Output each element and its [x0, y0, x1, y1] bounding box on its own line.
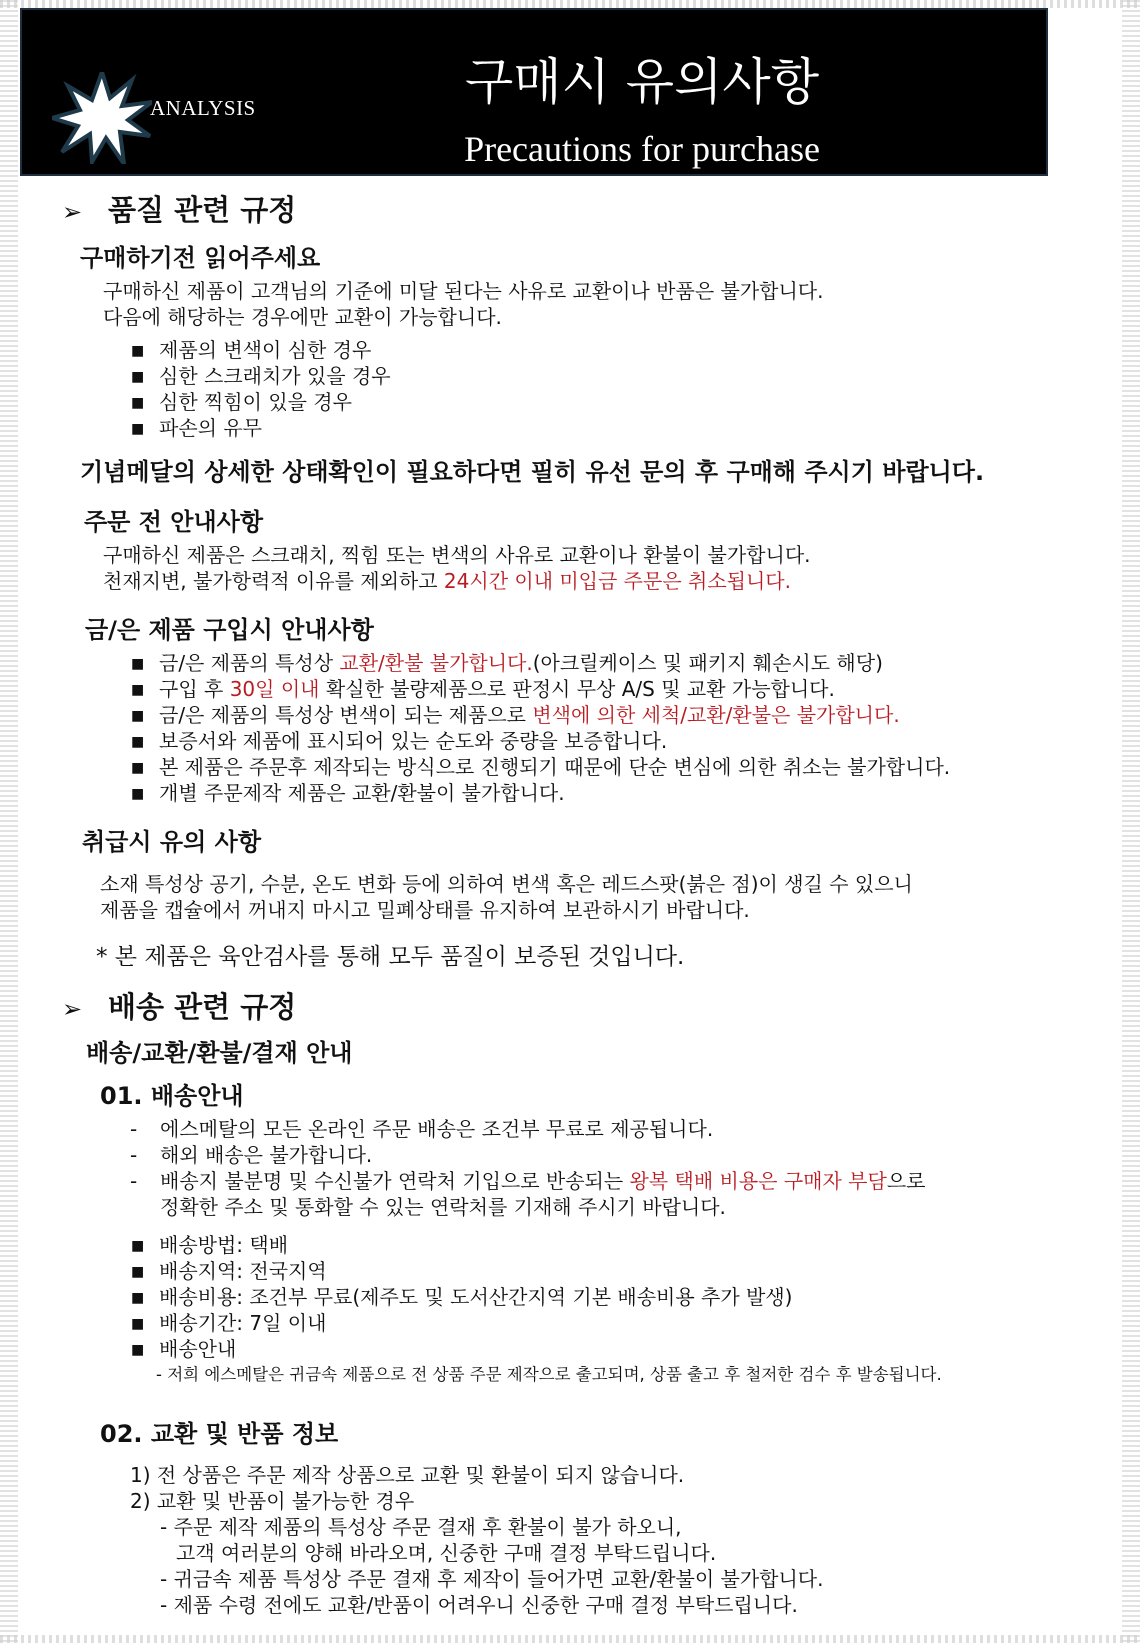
shipping-section-heading: ➢ 배송 관련 규정 [62, 990, 297, 1024]
square-bullet-icon: ■ [131, 343, 145, 359]
page-title: 구매시 유의사항 [465, 53, 819, 111]
list-item: - 배송지 불분명 및 수신불가 연락처 기입으로 반송되는 왕복 택배 비용은 구매자 부담으로 [130, 1169, 926, 1193]
sub-list-item: - 귀금속 제품 특성상 주문 결재 후 제작이 들어가면 교환/환불이 불가합니다. [160, 1567, 824, 1591]
read-before-line: 다음에 해당하는 경우에만 교환이 가능합니다. [103, 305, 502, 329]
decorative-border-bottom [0, 1635, 1140, 1643]
before-order-heading: 주문 전 안내사항 [84, 508, 263, 536]
square-bullet-icon: ■ [131, 682, 145, 698]
square-bullet-icon: ■ [131, 1264, 145, 1280]
square-bullet-icon: ■ [131, 708, 145, 724]
list-item: ■ 개별 주문제작 제품은 교환/환불이 불가합니다. [131, 781, 565, 805]
list-item: ■ 금/은 제품의 특성상 변색이 되는 제품으로 변색에 의한 세척/교환/환불은 불가합니다. [131, 703, 900, 727]
read-before-line: 구매하신 제품이 고객님의 기준에 미달 된다는 사유로 교환이나 반품은 불가합니다. [103, 279, 824, 303]
shipping-subheading: 배송/교환/환불/결재 안내 [86, 1039, 353, 1067]
list-item: ■ 보증서와 제품에 표시되어 있는 순도와 중량을 보증합니다. [131, 729, 668, 753]
gold-silver-heading: 금/은 제품 구입시 안내사항 [85, 616, 374, 644]
list-item: ■ 배송방법: 택배 [131, 1233, 289, 1257]
handling-heading: 취급시 유의 사항 [82, 828, 261, 856]
arrow-bullet-icon: ➢ [62, 995, 83, 1023]
decorative-border-top [0, 0, 1140, 8]
square-bullet-icon: ■ [131, 760, 145, 776]
exchange-return-heading: 02. 교환 및 반품 정보 [100, 1420, 339, 1448]
square-bullet-icon: ■ [131, 421, 145, 437]
starburst-icon [52, 72, 152, 164]
square-bullet-icon: ■ [131, 1342, 145, 1358]
square-bullet-icon: ■ [131, 1290, 145, 1306]
square-bullet-icon: ■ [131, 786, 145, 802]
square-bullet-icon: ■ [131, 656, 145, 672]
decorative-border-left [0, 0, 18, 1643]
list-item: - 해외 배송은 불가합니다. [130, 1143, 373, 1167]
list-item-continuation: 정확한 주소 및 통화할 수 있는 연락처를 기재해 주시기 바랍니다. [160, 1195, 726, 1219]
list-item: ■ 배송기간: 7일 이내 [131, 1311, 327, 1335]
list-item: ■ 배송지역: 전국지역 [131, 1259, 327, 1283]
quality-section-heading: ➢ 품질 관련 규정 [62, 193, 297, 227]
list-item: - 에스메탈의 모든 온라인 주문 배송은 조건부 무료로 제공됩니다. [130, 1117, 714, 1141]
square-bullet-icon: ■ [131, 395, 145, 411]
square-bullet-icon: ■ [131, 369, 145, 385]
list-item: ■ 배송안내 [131, 1337, 237, 1361]
header-banner [20, 8, 1048, 176]
list-item: ■ 금/은 제품의 특성상 교환/환불 불가합니다.(아크릴케이스 및 패키지 훼손시도 해당) [131, 651, 883, 675]
square-bullet-icon: ■ [131, 734, 145, 750]
sub-list-item: - 제품 수령 전에도 교환/반품이 어려우니 신중한 구매 결정 부탁드립니다. [160, 1593, 798, 1617]
before-order-line: 천재지변, 불가항력적 이유를 제외하고 24시간 이내 미입금 주문은 취소됩니다. [103, 569, 791, 593]
list-item: ■ 심한 찍힘이 있을 경우 [131, 390, 352, 414]
list-item: ■ 본 제품은 주문후 제작되는 방식으로 진행되기 때문에 단순 변심에 의한 취소는 불가합니다. [131, 755, 951, 779]
page-subtitle: Precautions for purchase [464, 129, 820, 169]
handling-line: 제품을 캡슐에서 꺼내지 마시고 밀폐상태를 유지하여 보관하시기 바랍니다. [100, 898, 750, 922]
sub-list-item-continuation: 고객 여러분의 양해 바라오며, 신중한 구매 결정 부탁드립니다. [176, 1541, 717, 1565]
arrow-bullet-icon: ➢ [62, 198, 83, 226]
shipping-info-heading: 01. 배송안내 [100, 1082, 244, 1110]
list-item: ■ 구입 후 30일 이내 확실한 불량제품으로 판정시 무상 A/S 및 교환 가능합니다. [131, 677, 835, 701]
sub-list-item: - 주문 제작 제품의 특성상 주문 결재 후 환불이 불가 하오니, [160, 1515, 682, 1539]
handling-line: 소재 특성상 공기, 수분, 온도 변화 등에 의하여 변색 혹은 레드스팟(붉은 점)이 생길 수 있으니 [100, 872, 913, 896]
analysis-label: ANALYSIS [150, 96, 256, 120]
read-before-heading: 구매하기전 읽어주세요 [80, 244, 321, 272]
list-item: 2) 교환 및 반품이 불가능한 경우 [130, 1489, 415, 1513]
inquiry-notice: 기념메달의 상세한 상태확인이 필요하다면 필히 유선 문의 후 구매해 주시기 바랍니다. [80, 458, 985, 486]
square-bullet-icon: ■ [131, 1316, 145, 1332]
before-order-line: 구매하신 제품은 스크래치, 찍힘 또는 변색의 사유로 교환이나 환불이 불가합니다. [103, 543, 811, 567]
list-item: ■ 배송비용: 조건부 무료(제주도 및 도서산간지역 기본 배송비용 추가 발생) [131, 1285, 793, 1309]
shipping-sub-note: - 저희 에스메탈은 귀금속 제품으로 전 상품 주문 제작으로 출고되며, 상품 출고 후 철저한 검수 후 발송됩니다. [156, 1365, 942, 1384]
list-item: 1) 전 상품은 주문 제작 상품으로 교환 및 환불이 되지 않습니다. [130, 1463, 685, 1487]
square-bullet-icon: ■ [131, 1238, 145, 1254]
decorative-border-right [1122, 0, 1140, 1643]
list-item: ■ 파손의 유무 [131, 416, 262, 440]
list-item: ■ 제품의 변색이 심한 경우 [131, 338, 372, 362]
guarantee-note: * 본 제품은 육안검사를 통해 모두 품질이 보증된 것입니다. [96, 944, 685, 970]
list-item: ■ 심한 스크래치가 있을 경우 [131, 364, 391, 388]
